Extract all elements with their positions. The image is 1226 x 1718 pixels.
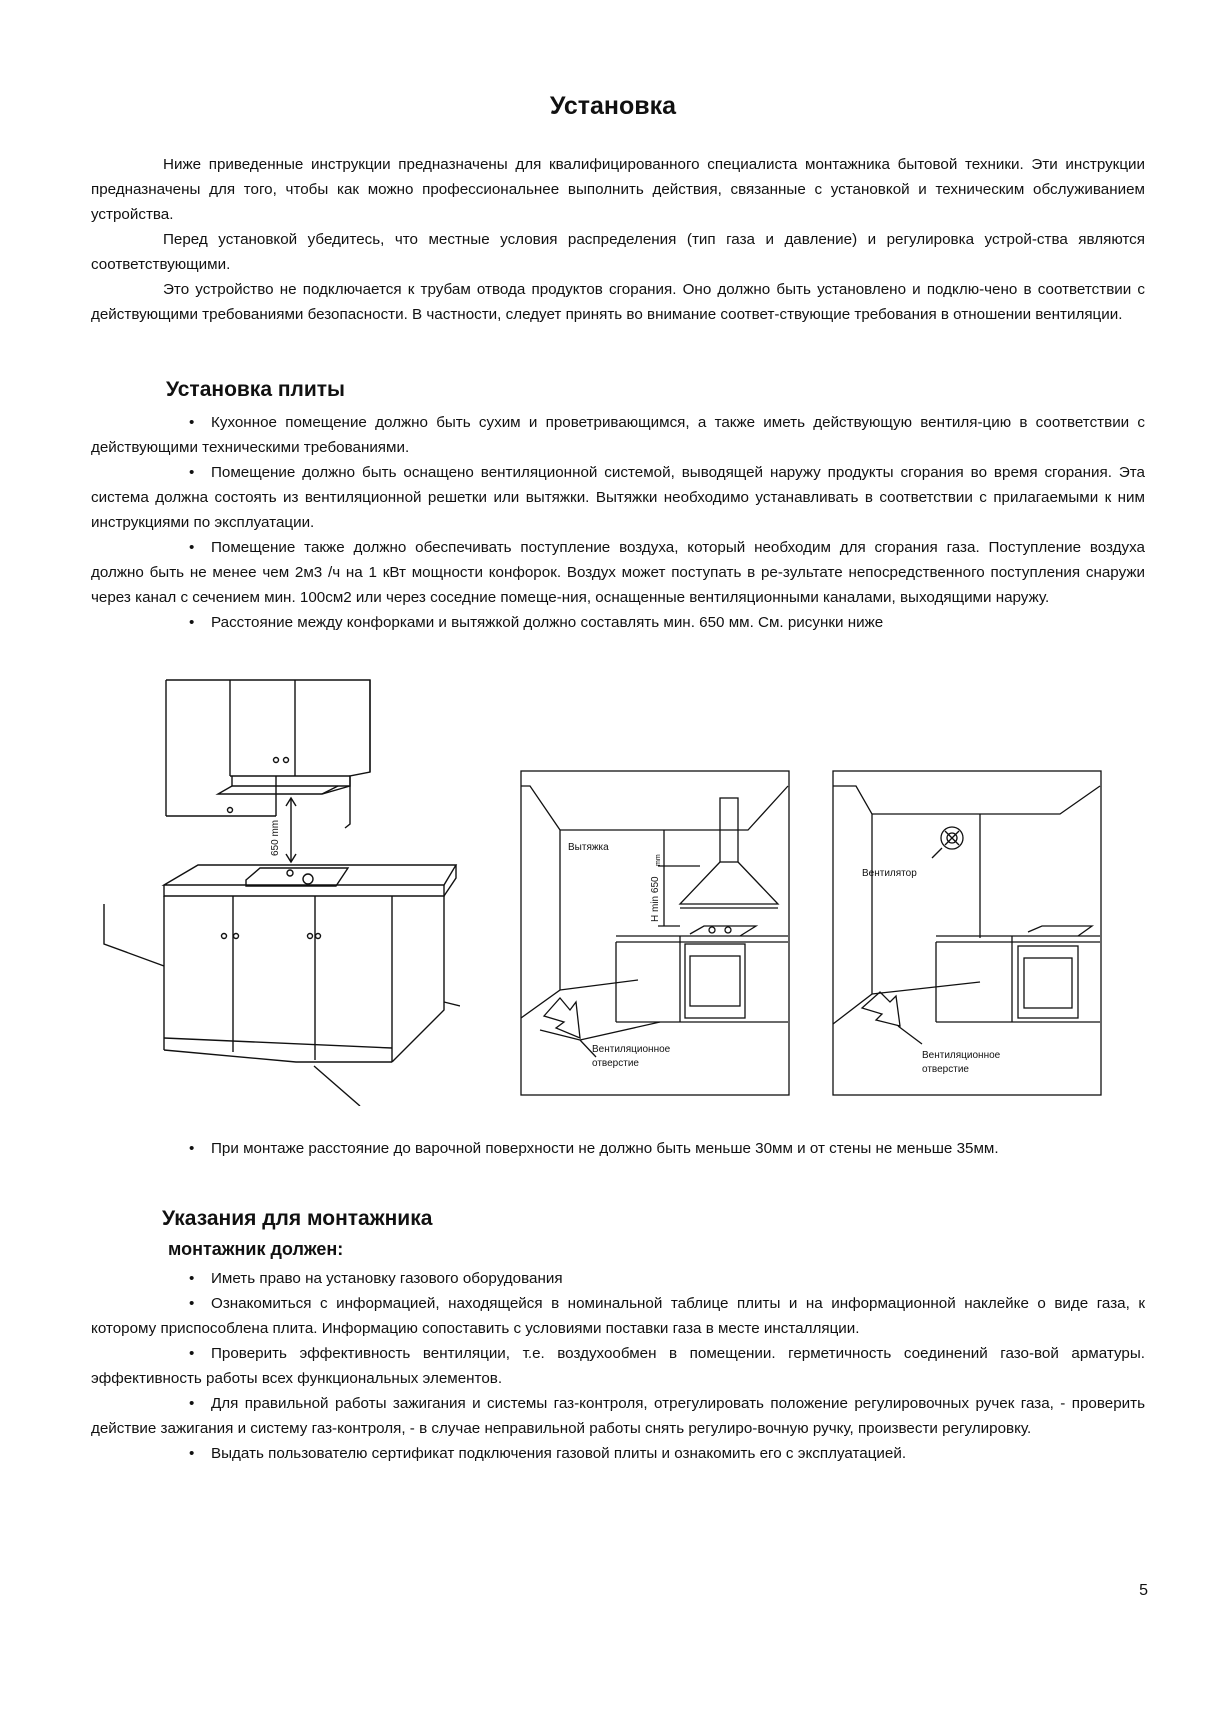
list-item: • Иметь право на установку газового оборудования bbox=[91, 1266, 1145, 1291]
list-item: • Выдать пользователю сертификат подключения газовой плиты и ознакомить его с эксплуатацией. bbox=[91, 1441, 1145, 1466]
fan-room-illustration bbox=[832, 770, 1102, 1100]
height-label: H min 650 bbox=[650, 876, 661, 922]
bullet-icon: • bbox=[189, 464, 195, 481]
page-title: Установка bbox=[549, 92, 677, 120]
figure-counter-hood-distance bbox=[100, 676, 460, 1106]
figure-hood-room bbox=[520, 770, 790, 1100]
vent-label-line2: отверстие bbox=[922, 1064, 969, 1075]
bullet-icon: • bbox=[189, 414, 195, 431]
intro-paragraph: Ниже приведенные инструкции предназначены для квалифицированного специалиста монтажника бытовой техники. Эти инструкции предназначены для того, чтобы как можно профессиональнее выполнить действия, связанные с установкой и техническим обслуживанием устройства. bbox=[91, 156, 1145, 223]
height-unit-label: mm bbox=[655, 854, 662, 866]
bullet-icon: • bbox=[189, 1270, 195, 1287]
list-item: • Ознакомиться с информацией, находящейся в номинальной таблице плиты и на информационной наклейке о виде газа, к которому приспособлена плита. Информацию сопоставить с условиями поставки газа в месте инсталляции. bbox=[91, 1291, 1145, 1341]
intro-block bbox=[91, 152, 1145, 327]
bullet-icon: • bbox=[189, 1295, 195, 1312]
section-heading-installer-instructions: Указания для монтажника bbox=[162, 1207, 433, 1230]
section-heading-stove-installation: Установка плиты bbox=[166, 378, 345, 401]
vent-label-line1: Вентиляционное bbox=[922, 1050, 1001, 1061]
bullet-icon: • bbox=[189, 539, 195, 556]
bullet-icon: • bbox=[189, 1140, 195, 1157]
figure-fan-room bbox=[832, 770, 1102, 1100]
bullet-icon: • bbox=[189, 1395, 195, 1412]
counter-hood-illustration bbox=[100, 676, 460, 1106]
bullet-icon: • bbox=[189, 614, 195, 631]
page-number: 5 bbox=[1139, 1582, 1148, 1599]
installer-list bbox=[91, 1266, 1145, 1466]
bullet-icon: • bbox=[189, 1445, 195, 1462]
intro-paragraph: Перед установкой убедитесь, что местные условия распределения (тип газа и давление) и регулировка устрой-ства являются соответствующими. bbox=[91, 231, 1145, 273]
list-item: • Помещение должно быть оснащено вентиляционной системой, выводящей наружу продукты сгорания во время сгорания. Эта система должна состоять из вентиляционной решетки или вытяжки. Вытяжки необходимо устанавливать в соответствии с прилагаемыми к ним инструкциями по эксплуатации. bbox=[91, 460, 1145, 535]
bullet-icon: • bbox=[189, 1345, 195, 1362]
dimension-label: 650 mm bbox=[270, 819, 281, 856]
list-item: • Кухонное помещение должно быть сухим и проветривающимся, а также иметь действующую вентиля-цию в соответствии с действующими техническими требованиями. bbox=[91, 410, 1145, 460]
vent-label-line2: отверстие bbox=[592, 1058, 639, 1069]
hood-label: Вытяжка bbox=[568, 842, 609, 853]
intro-paragraph: Это устройство не подключается к трубам отвода продуктов сгорания. Оно должно быть установлено и подклю-чено в соответствии с действующими требованиями безопасности. В частности, следует принять во внимание соответ-ствующие требования в отношении вентиляции. bbox=[91, 281, 1145, 323]
mounting-distance-note bbox=[91, 1136, 1145, 1161]
list-item: • Помещение также должно обеспечивать поступление воздуха, который необходим для сгорания газа. Поступление воздуха должно быть не менее чем 2м3 /ч на 1 кВт мощности конфорок. Воздух может поступать в ре-зультате непосредственного поступления снаружи через канал с сечением мин. 100см2 или через соседние помеще-ния, оснащенные вентиляционными каналами, выходящими наружу. bbox=[91, 535, 1145, 610]
list-item: • Проверить эффективность вентиляции, т.е. воздухообмен в помещении. герметичность соединений газо-вой арматуры. эффективность работы всех функциональных элементов. bbox=[91, 1341, 1145, 1391]
stove-installation-list bbox=[91, 410, 1145, 635]
section-subheading: монтажник должен: bbox=[168, 1239, 344, 1259]
fan-label: Вентилятор bbox=[862, 868, 917, 879]
list-item: • Расстояние между конфорками и вытяжкой должно составлять мин. 650 мм. См. рисунки ниже bbox=[91, 610, 1145, 635]
hood-room-illustration bbox=[520, 770, 790, 1100]
vent-label-line1: Вентиляционное bbox=[592, 1044, 671, 1055]
list-item: • При монтаже расстояние до варочной поверхности не должно быть меньше 30мм и от стены не меньше 35мм. bbox=[91, 1136, 1145, 1161]
list-item: • Для правильной работы зажигания и системы газ-контроля, отрегулировать положение регулировочных ручек газа, - проверить действие зажигания и систему газ-контроля, - в случае неправильной работы снять регулиро-вочную ручку, произвести регулировку. bbox=[91, 1391, 1145, 1441]
